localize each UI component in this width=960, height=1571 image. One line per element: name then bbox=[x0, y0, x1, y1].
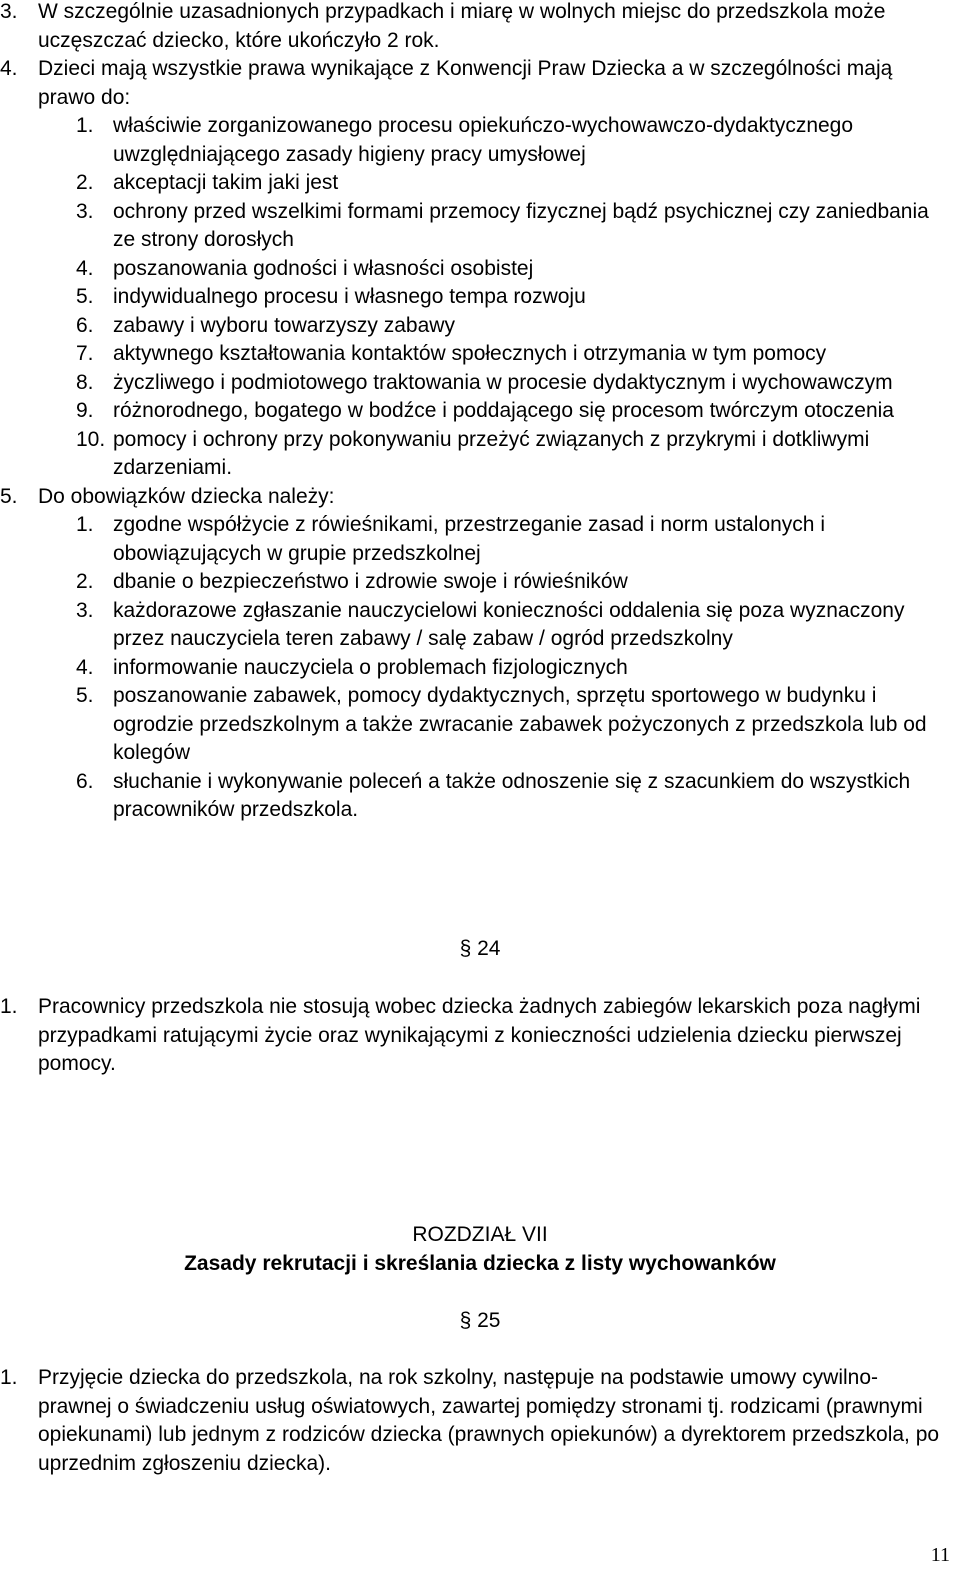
item-number: 5. bbox=[76, 684, 94, 707]
list-item bbox=[0, 283, 952, 312]
chapter-title: Zasady rekrutacji i skreślania dziecka z listy wychowanków bbox=[184, 1252, 776, 1275]
list-item bbox=[0, 568, 952, 597]
item-number: 7. bbox=[76, 342, 94, 365]
list-item bbox=[0, 597, 952, 654]
item-number: 1. bbox=[0, 995, 18, 1018]
item-text: poszanowanie zabawek, pomocy dydaktycznych, sprzętu sportowego w budynku i ogrodzie przedszkolnym a także zwracanie zabawek pożyczonych z przedszkola lub od kolegów bbox=[113, 684, 927, 764]
item-number: 4. bbox=[0, 57, 18, 80]
item-text: właściwie zorganizowanego procesu opiekuńczo-wychowawczo-dydaktycznego uwzględniającego zasady higieny pracy umysłowej bbox=[113, 114, 854, 166]
item-number: 1. bbox=[0, 1366, 18, 1389]
item-text: aktywnego kształtowania kontaktów społecznych i otrzymania w tym pomocy bbox=[113, 342, 827, 365]
list-item bbox=[0, 682, 952, 768]
item-number: 6. bbox=[76, 769, 94, 793]
rights-list bbox=[0, 112, 952, 483]
item-text: akceptacji takim jaki jest bbox=[113, 171, 339, 194]
item-text: ochrony przed wszelkimi formami przemocy fizycznej bądź psychicznej czy zaniedbania ze strony dorosłych bbox=[113, 199, 929, 251]
list-item bbox=[0, 768, 952, 825]
list-item bbox=[0, 312, 952, 341]
item-text: zabawy i wyboru towarzyszy zabawy bbox=[113, 313, 455, 337]
item-text: Przyjęcie dziecka do przedszkola, na rok szkolny, następuje na podstawie umowy cywilno-prawnej o świadczeniu usług oświatowych, zawartej pomiędzy stronami tj. rodzicami (prawnymi opiekunami) lub jednym z rodziców dziecka (prawnych opiekunów) a dyrektorem przedszkola, po uprzednim zgłoszeniu dziecka). bbox=[38, 1366, 940, 1475]
item-number: 3. bbox=[76, 199, 94, 223]
item-text: każdorazowe zgłaszanie nauczycielowi konieczności oddalenia się poza wyznaczony przez nauczyciela teren zabawy / salę zabaw / ogród przedszkolny bbox=[113, 598, 905, 650]
item-text: różnorodnego, bogatego w bodźce i poddającego się procesom twórczym otoczenia bbox=[113, 399, 894, 422]
item-number: 3. bbox=[0, 0, 18, 23]
list-item bbox=[0, 1364, 945, 1478]
item-text: indywidualnego procesu i własnego tempa rozwoju bbox=[113, 285, 586, 308]
section-25-heading: § 25 bbox=[459, 1309, 501, 1332]
item-text: Dzieci mają wszystkie prawa wynikające z Konwencji Praw Dziecka a w szczególności mają prawo do: bbox=[38, 57, 893, 109]
item-number: 1. bbox=[76, 513, 94, 536]
item-text: życzliwego i podmiotowego traktowania w procesie dydaktycznym i wychowawczym bbox=[113, 370, 893, 394]
list-item bbox=[0, 397, 952, 426]
item-number: 2. bbox=[76, 171, 94, 194]
item-text: słuchanie i wykonywanie poleceń a także odnoszenie się z szacunkiem do wszystkich pracowników przedszkola. bbox=[113, 769, 911, 821]
section-25-list bbox=[0, 1364, 945, 1478]
item-text: informowanie nauczyciela o problemach fizjologicznych bbox=[113, 655, 628, 679]
item-number: 4. bbox=[76, 256, 94, 280]
chapter-number: ROZDZIAŁ VII bbox=[412, 1223, 548, 1246]
section-24-list bbox=[0, 993, 930, 1079]
list-item-5 bbox=[0, 483, 952, 512]
item-number: 5. bbox=[0, 484, 18, 508]
item-number: 1. bbox=[76, 114, 94, 137]
item-text: Pracownicy przedszkola nie stosują wobec dziecka żadnych zabiegów lekarskich poza nagłymi przypadkami ratującymi życie oraz wynikającymi z konieczności udzielenia dziecku pierwszej pomocy. bbox=[38, 995, 921, 1075]
list-item bbox=[0, 169, 952, 198]
list-item bbox=[0, 511, 952, 568]
list-item-4 bbox=[0, 55, 952, 112]
item-text: zgodne współżycie z rówieśnikami, przestrzeganie zasad i norm ustalonych i obowiązujących w grupie przedszkolnej bbox=[113, 513, 825, 565]
item-number: 2. bbox=[76, 570, 94, 593]
list-item bbox=[0, 426, 952, 483]
page-number: 11 bbox=[930, 1544, 950, 1566]
item-text: dbanie o bezpieczeństwo i zdrowie swoje i rówieśników bbox=[113, 570, 628, 593]
list-item bbox=[0, 369, 952, 398]
duties-list bbox=[0, 511, 952, 825]
list-item bbox=[0, 993, 930, 1079]
item-text: poszanowania godności i własności osobistej bbox=[113, 256, 534, 280]
item-text: Do obowiązków dziecka należy: bbox=[38, 484, 335, 508]
item-number: 3. bbox=[76, 598, 94, 622]
list-item bbox=[0, 198, 952, 255]
section-24-heading: § 24 bbox=[459, 937, 501, 960]
list-item bbox=[0, 255, 952, 284]
list-item bbox=[0, 340, 952, 369]
item-number: 6. bbox=[76, 313, 94, 337]
list-item bbox=[0, 654, 952, 683]
item-number: 10. bbox=[76, 427, 106, 451]
item-number: 5. bbox=[76, 285, 94, 308]
item-number: 4. bbox=[76, 655, 94, 679]
item-text: pomocy i ochrony przy pokonywaniu przeżyć związanych z przykrymi i dotkliwymi zdarzeniami. bbox=[113, 427, 870, 479]
list-item-3 bbox=[0, 0, 952, 55]
list-item bbox=[0, 112, 952, 169]
item-number: 8. bbox=[76, 370, 94, 394]
item-text: W szczególnie uzasadnionych przypadkach i miarę w wolnych miejsc do przedszkola może uczęszczać dziecko, które ukończyło 2 rok. bbox=[38, 0, 886, 52]
item-number: 9. bbox=[76, 399, 94, 422]
